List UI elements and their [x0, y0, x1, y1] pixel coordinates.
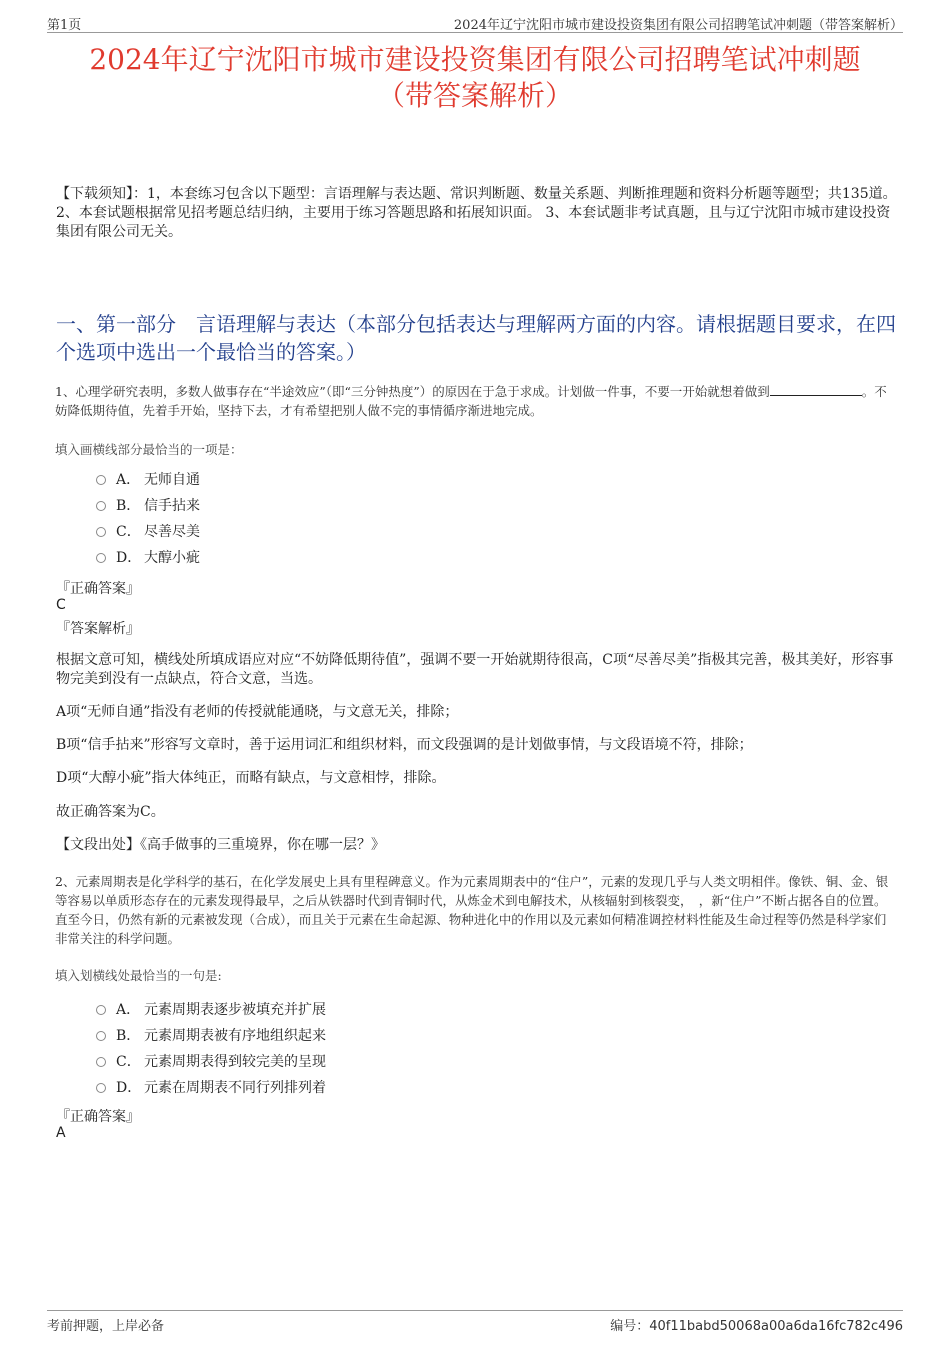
title-line-2: （带答案解析）	[376, 79, 573, 112]
footer-code	[610, 1315, 903, 1334]
option-a[interactable]: A． 元素周期表逐步被填充并扩展	[96, 997, 326, 1023]
option-b[interactable]: B． 信手拈来	[96, 493, 200, 519]
footer-slogan: 考前押题，上岸必备	[47, 1319, 165, 1334]
header-doc-title: 2024年辽宁沈阳市城市建设投资集团有限公司招聘笔试冲刺题（带答案解析）	[453, 18, 903, 33]
question-1-prompt: 填入画横线部分最恰当的一项是：	[55, 442, 243, 457]
answer-label: 『正确答案』	[56, 581, 140, 597]
analysis-label: 『答案解析』	[56, 621, 140, 637]
radio-icon[interactable]	[96, 501, 106, 511]
radio-icon[interactable]	[96, 475, 106, 485]
question-1-text-after: 。不妨降低期待值，先着手开始，坚持下去，才有希望把别人做不完的事情循序渐进地完成。	[55, 384, 887, 418]
answer-label: 『正确答案』	[56, 1109, 140, 1125]
option-a[interactable]: A． 无师自通	[96, 467, 200, 493]
page-header	[47, 14, 903, 33]
radio-icon[interactable]	[96, 1083, 106, 1093]
radio-icon[interactable]	[96, 1005, 106, 1015]
option-c[interactable]: C． 元素周期表得到较完美的呈现	[96, 1049, 326, 1075]
question-1-options	[96, 467, 200, 571]
radio-icon[interactable]	[96, 1057, 106, 1067]
question-2-prompt: 填入划横线处最恰当的一句是:	[55, 968, 222, 983]
analysis-paragraph: 根据文意可知，横线处所填成语应对应“不妨降低期待值”，强调不要一开始就期待很高，C项“尽善尽美”指极其完善，极其美好，形容事物完美到没有一点缺点，符合文意，当选。	[56, 652, 894, 687]
correct-answer: A	[56, 1125, 66, 1141]
analysis-paragraph: A项“无师自通”指没有老师的传授就能通晓，与文意无关，排除；	[56, 704, 459, 720]
option-d[interactable]: D． 元素在周期表不同行列排列着	[96, 1075, 326, 1101]
radio-icon[interactable]	[96, 527, 106, 537]
analysis-paragraph: B项“信手拈来”形容写文章时，善于运用词汇和组织材料，而文段强调的是计划做事情，与文段语境不符，排除；	[56, 737, 753, 753]
analysis-paragraph: D项“大醇小疵”指大体纯正，而略有缺点，与文意相悖，排除。	[56, 770, 446, 786]
document-title	[40, 42, 910, 114]
correct-answer: C	[56, 597, 66, 613]
option-d[interactable]: D． 大醇小疵	[96, 545, 200, 571]
option-c[interactable]: C． 尽善尽美	[96, 519, 200, 545]
download-notice: 【下载须知】：1，本套练习包含以下题型：言语理解与表达题、常识判断题、数量关系题、判断推理题和资料分析题等题型；共135道。 2、本套试题根据常见招考题总结归纳，主要用于练习答题思路和拓展知识面。 3、本套试题非考试真题，且与辽宁沈阳市城市建设投资集团有限公司无关。	[56, 186, 897, 240]
question-1-text-before: 1、心理学研究表明，多数人做事存在“半途效应”（即“三分钟热度”）的原因在于急于求成。计划做一件事，不要一开始就想着做到	[55, 384, 770, 399]
question-1-text	[55, 382, 898, 420]
page-footer	[47, 1310, 903, 1334]
radio-icon[interactable]	[96, 553, 106, 563]
source-citation: 【文段出处】《高手做事的三重境界，你在哪一层？》	[56, 837, 385, 853]
page-number: 第1页	[47, 18, 82, 33]
question-2-options	[96, 997, 326, 1101]
radio-icon[interactable]	[96, 1031, 106, 1041]
footer-code-value: 40f11babd50068a00a6da16fc782c496	[649, 1319, 903, 1334]
question-2-text: 2、元素周期表是化学科学的基石，在化学发展史上具有里程碑意义。作为元素周期表中的“住户”，元素的发现几乎与人类文明相伴。像铁、铜、金、银等容易以单质形态存在的元素发现得最早，之后从铁器时代到青铜时代，从炼金术到电解技术，从核辐射到核裂变， ，新“住户”不断占据各自的位置。直至今日，仍然有新的元素被发现（合成），而且关于元素在生命起源、物种进化中的作用以及元素如何精准调控材料性能及生命过程等仍然是科学家们非常关注的科学问题。	[55, 874, 889, 946]
option-b[interactable]: B． 元素周期表被有序地组织起来	[96, 1023, 326, 1049]
section-title: 一、第一部分 言语理解与表达（本部分包括表达与理解两方面的内容。请根据题目要求，在四个选项中选出一个最恰当的答案。）	[56, 312, 896, 364]
title-line-1: 2024年辽宁沈阳市城市建设投资集团有限公司招聘笔试冲刺题	[89, 43, 861, 76]
fill-blank	[770, 383, 862, 396]
footer-code-label: 编号：	[610, 1319, 650, 1334]
analysis-conclusion: 故正确答案为C。	[56, 804, 165, 820]
